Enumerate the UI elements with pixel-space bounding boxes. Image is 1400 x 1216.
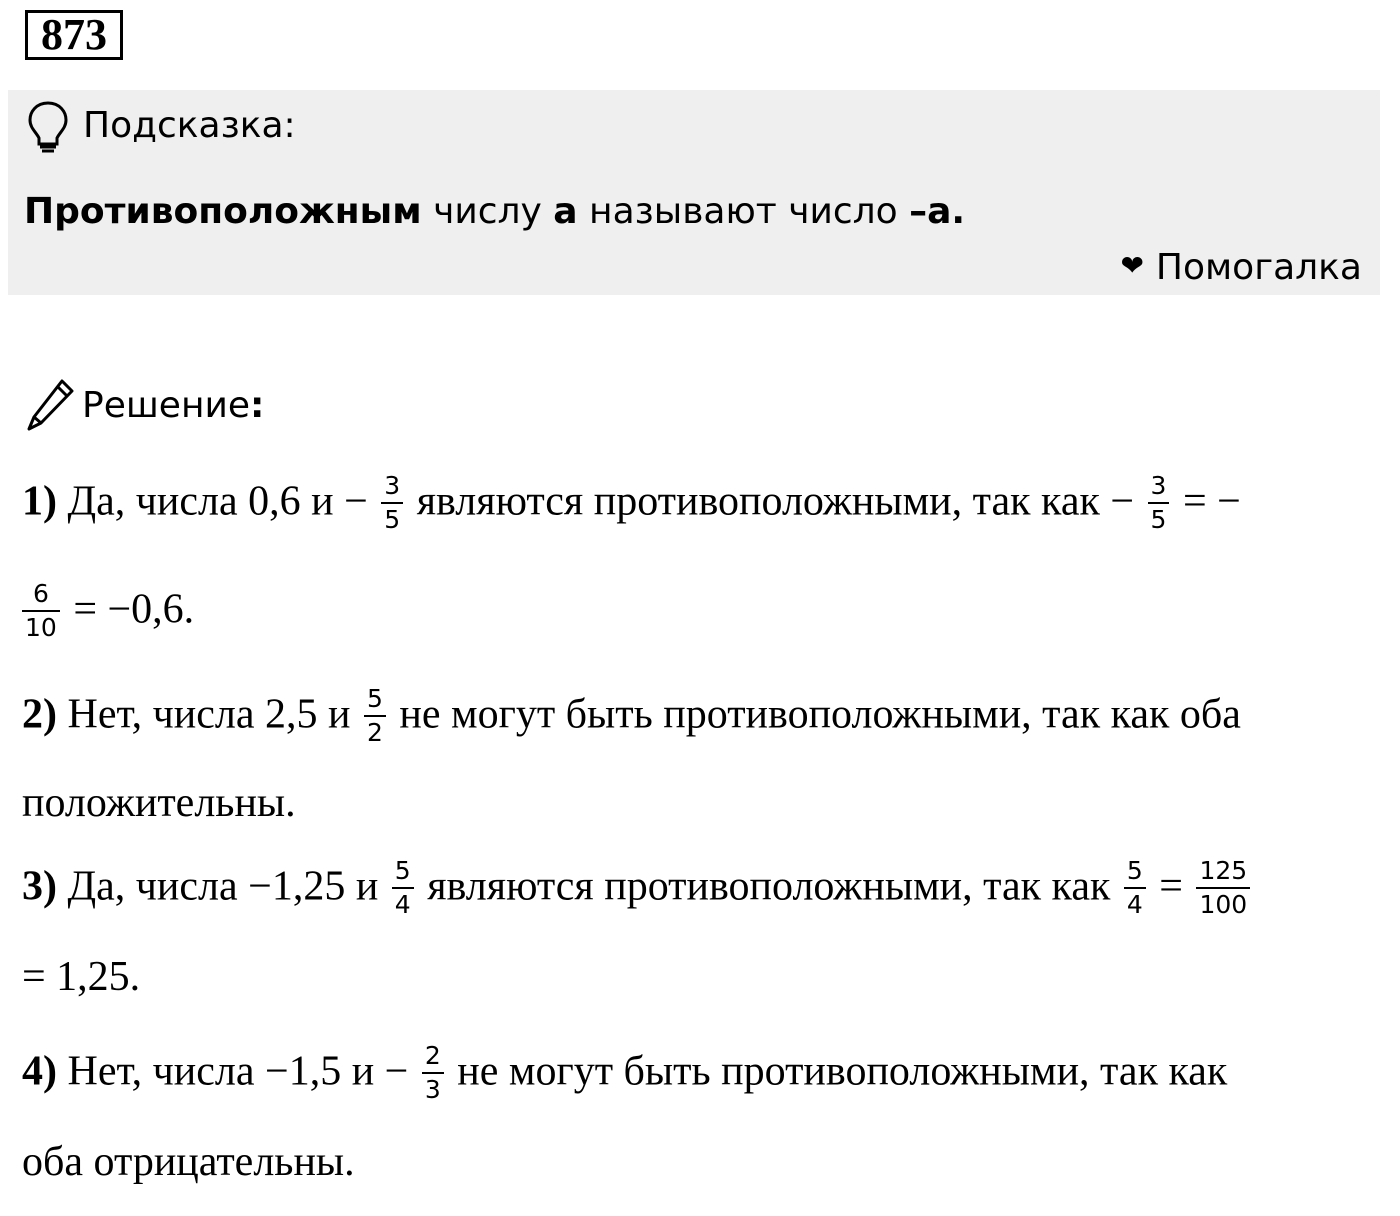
solution-item-1 <box>22 473 1241 537</box>
solution-item-2-continued <box>22 778 296 828</box>
item-text: Нет, числа 2,5 и <box>57 691 361 738</box>
solution-item-2 <box>22 686 1241 750</box>
item-text: оба отрицательны. <box>22 1139 355 1185</box>
item-text: = <box>1148 863 1194 910</box>
item-text: Нет, числа −1,5 и − <box>57 1048 419 1095</box>
item-text: не могут быть противоположными, так как <box>446 1048 1228 1095</box>
hint-text-part: называют число <box>577 191 910 232</box>
solution-item-3 <box>22 858 1253 922</box>
hint-term: Противоположным <box>24 191 422 232</box>
hint-text-part: числу <box>421 191 554 232</box>
fraction: $\frac{5}{4}$ <box>392 856 414 920</box>
item-number: 4) <box>22 1048 57 1095</box>
solution-item-3-continued <box>22 952 140 1002</box>
task-number: 873 <box>25 10 123 60</box>
item-text: являются противоположными, так как − <box>406 478 1145 525</box>
hint-text <box>24 188 965 236</box>
item-text: Да, числа 0,6 и − <box>57 478 379 525</box>
item-text: Да, числа −1,25 и <box>57 863 389 910</box>
brand-name: Помогалка <box>1155 247 1362 288</box>
solution-item-4 <box>22 1043 1227 1107</box>
hint-variable: а <box>553 191 578 232</box>
fraction: $\frac{3}{5}$ <box>1148 471 1170 535</box>
heart-icon: ❤ <box>1120 249 1144 282</box>
brand-label <box>1120 242 1362 292</box>
pencil-icon <box>26 377 76 438</box>
item-text: являются противоположными, так как <box>416 863 1121 910</box>
fraction: $\frac{2}{3}$ <box>422 1041 444 1105</box>
fraction: $\frac{5}{2}$ <box>364 684 386 748</box>
solution-title: Решение: <box>82 385 265 426</box>
hint-title: Подсказка: <box>83 105 296 146</box>
fraction: $\frac{5}{4}$ <box>1124 856 1146 920</box>
fraction: $\frac{3}{5}$ <box>381 471 403 535</box>
fraction: $\frac{125}{100}$ <box>1196 856 1250 920</box>
item-number: 2) <box>22 691 57 738</box>
item-text: = −0,6. <box>62 586 195 633</box>
solution-item-1-continued <box>22 581 194 645</box>
hint-box <box>8 90 1380 295</box>
item-text: = 1,25. <box>22 954 141 1000</box>
item-text: = − <box>1172 478 1241 525</box>
solution-item-4-continued <box>22 1137 355 1187</box>
item-number: 3) <box>22 863 57 910</box>
lightbulb-icon <box>26 100 70 161</box>
item-text: не могут быть противоположными, так как оба <box>388 691 1241 738</box>
fraction: $\frac{6}{10}$ <box>22 579 60 643</box>
hint-opposite: –а. <box>909 191 966 232</box>
item-text: положительны. <box>22 780 296 826</box>
item-number: 1) <box>22 478 57 525</box>
